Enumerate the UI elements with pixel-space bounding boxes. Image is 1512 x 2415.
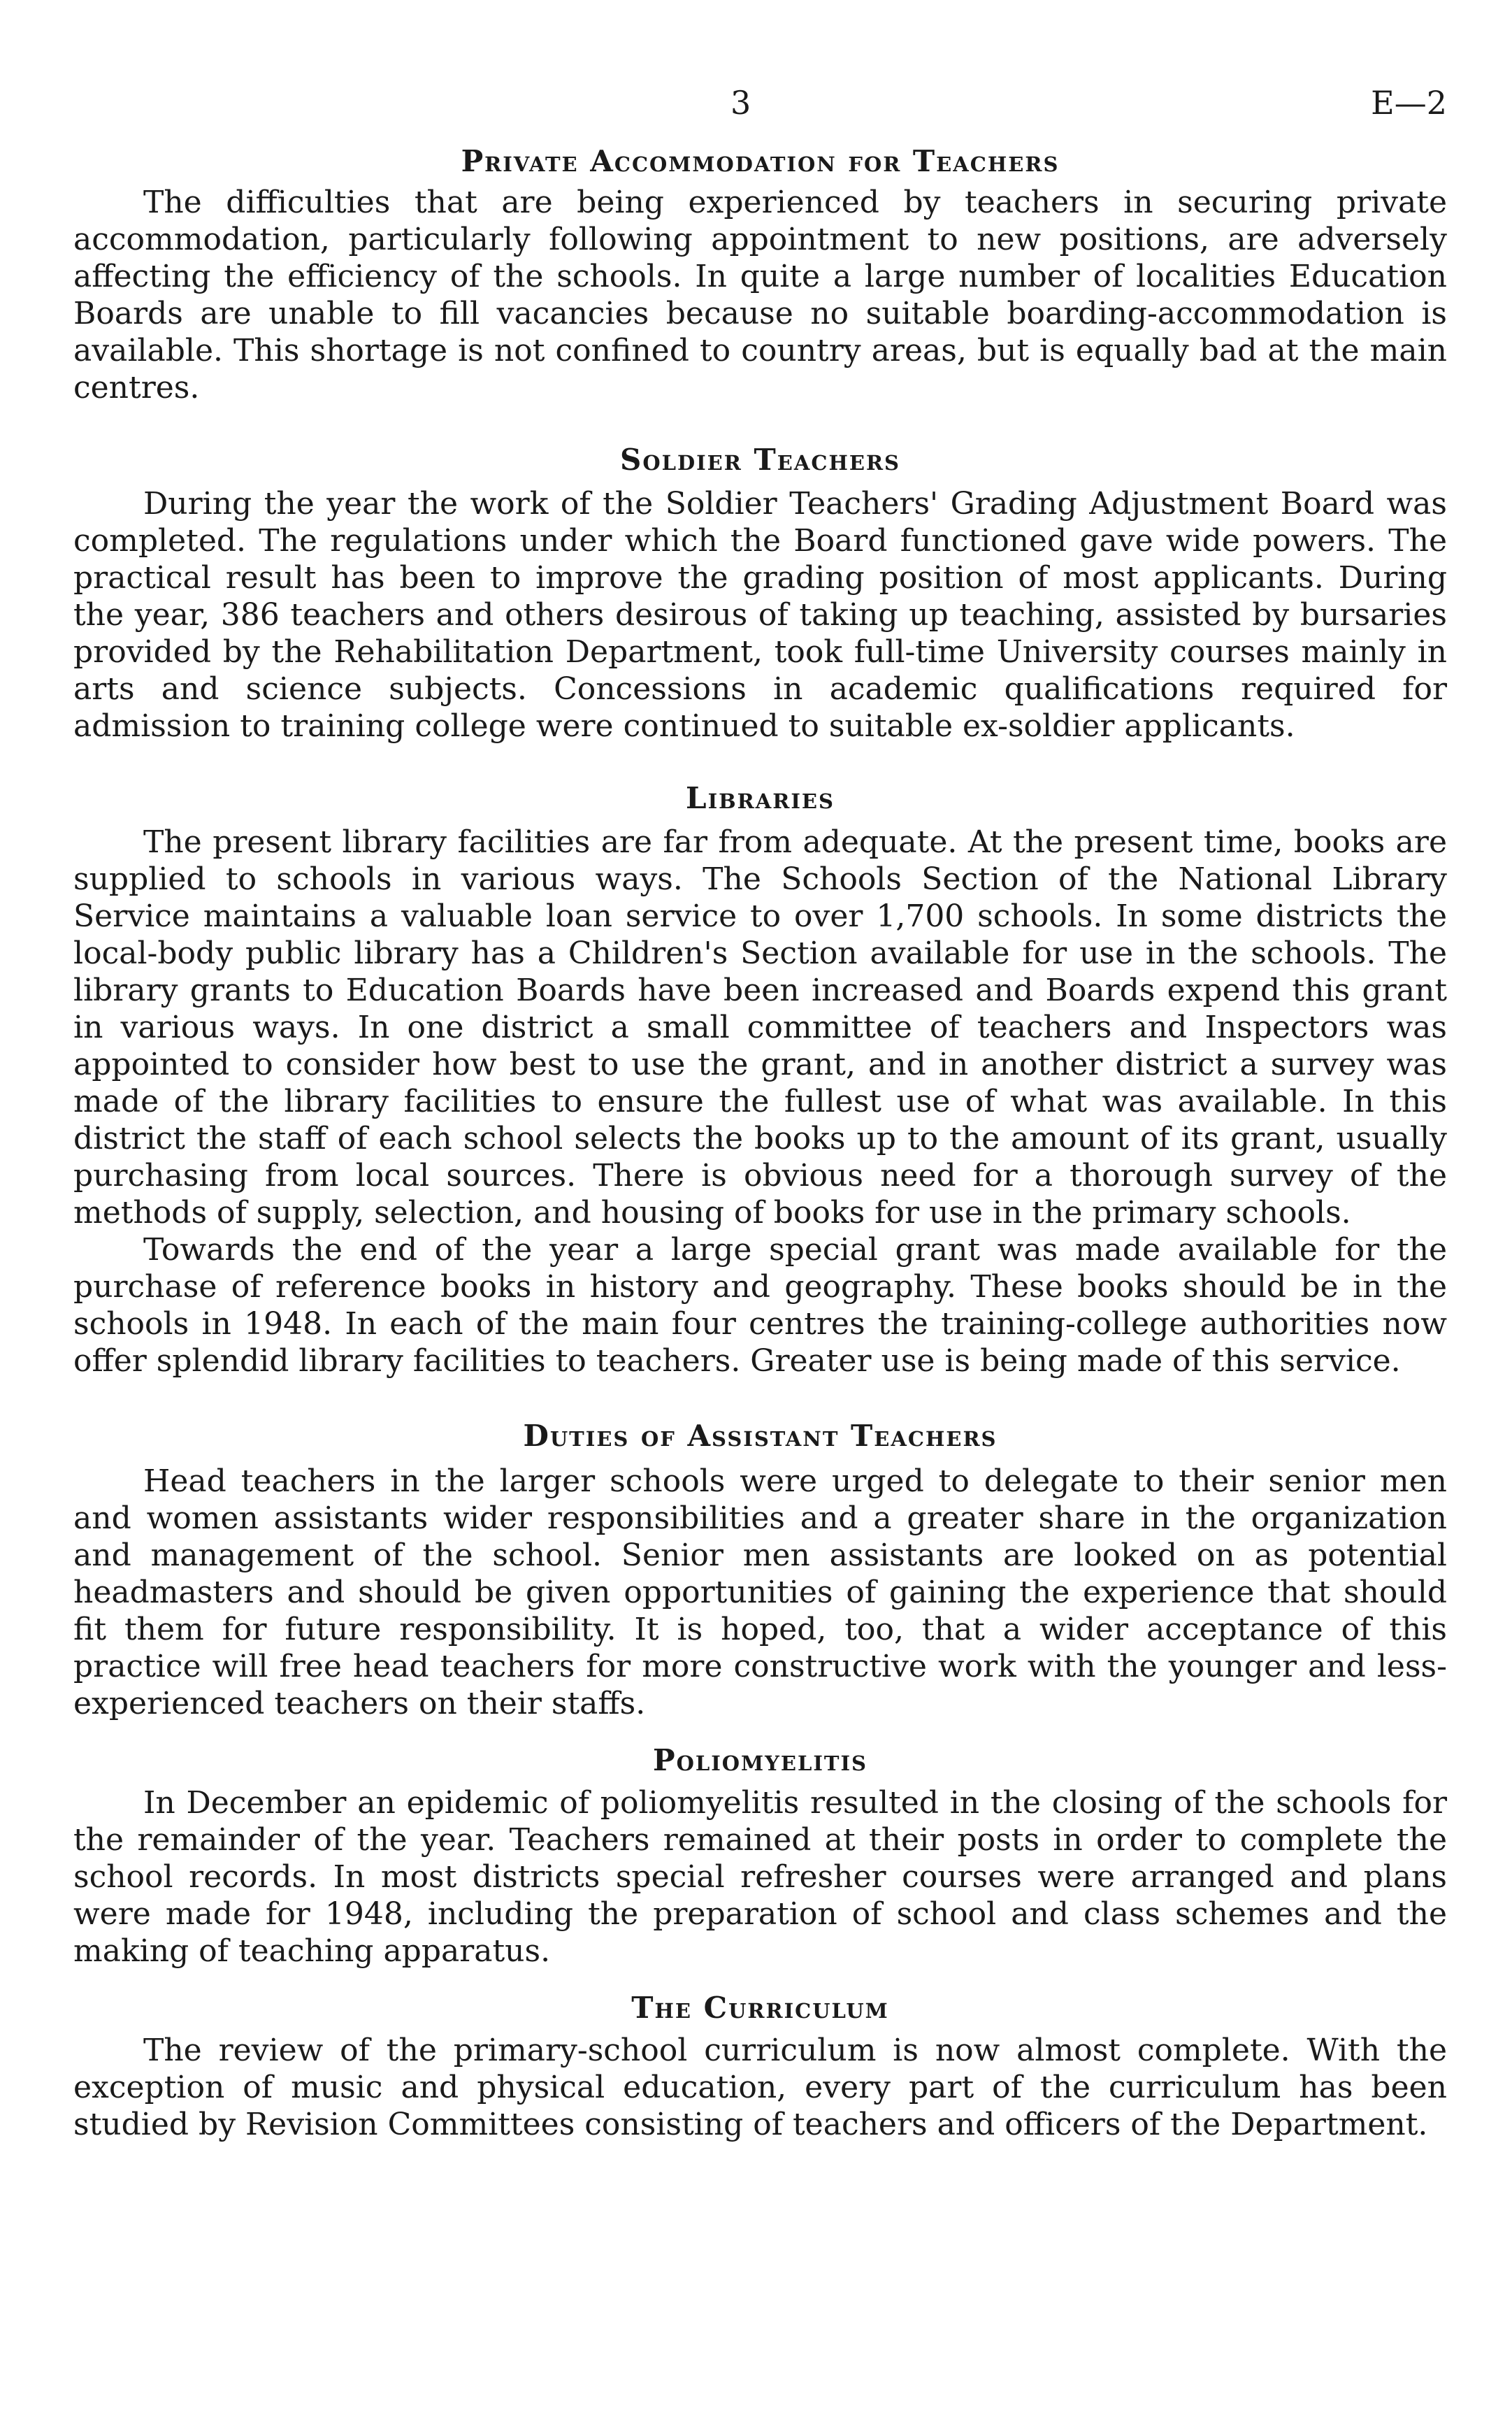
paragraph: In December an epidemic of poliomyelitis resulted in the closing of the schools for the remainder of the year. Teachers remained at their posts in order to complete the school records. In most districts special refresher courses were arranged and plans were made for 1948, including the preparation of school and class schemes and the making of teaching apparatus. <box>73 1785 1447 1969</box>
section-heading: The Curriculum <box>631 1991 889 2025</box>
section-curriculum <box>73 1991 1447 2143</box>
section-heading: Poliomyelitis <box>652 1743 867 1777</box>
section-heading: Libraries <box>686 781 835 815</box>
paragraph: The present library facilities are far from adequate. At the present time, books are supplied to schools in various ways. The Schools Section of the National Library Service maintains a valuable loan service to over 1,700 schools. In some districts the local-body public library has a Children's Section available for use in the schools. The library grants to Education Boards have been increased and Boards expend this grant in various ways. In one district a small committee of teachers and Inspectors was appointed to consider how best to use the grant, and in another district a survey was made of the library facilities to ensure the fullest use of what was available. In this district the staff of each school selects the books up to the amount of its grant, usually purchasing from local sources. There is obvious need for a thorough survey of the methods of supply, selection, and housing of books for use in the primary schools. <box>73 824 1447 1231</box>
paragraph: Towards the end of the year a large special grant was made available for the purchase of reference books in history and geography. These books should be in the schools in 1948. In each of the main four centres the training-college authorities now offer splendid library facilities to teachers. Greater use is being made of this service. <box>73 1232 1447 1379</box>
paragraph: The difficulties that are being experienced by teachers in securing private accommodation, particularly following appointment to new positions, are adversely affecting the efficiency of the schools. In quite a large number of localities Education Boards are unable to fill vacancies because no suitable boarding-accommodation is available. This shortage is not confined to country areas, but is equally bad at the main centres. <box>73 185 1447 406</box>
document-reference: E—2 <box>1371 84 1447 122</box>
section-heading: Duties of Assistant Teachers <box>523 1419 998 1453</box>
page-number: 3 <box>730 84 751 122</box>
page-header <box>73 84 1447 140</box>
section-heading: Private Accommodation for Teachers <box>461 144 1060 178</box>
section-private-accommodation <box>73 144 1447 406</box>
section-heading: Soldier Teachers <box>619 443 900 477</box>
paragraph: Head teachers in the larger schools were urged to delegate to their senior men and women assistants wider responsibilities and a greater share in the organization and management of the school. Senior men assistants are looked on as potential headmasters and should be given opportunities of gaining the experience that should fit them for future responsibility. It is hoped, too, that a wider acceptance of this practice will free head teachers for more constructive work with the younger and less-experienced teachers on their staffs. <box>73 1463 1447 1721</box>
paragraph: During the year the work of the Soldier Teachers' Grading Adjustment Board was completed. The regulations under which the Board functioned gave wide powers. The practical result has been to improve the grading position of most applicants. During the year, 386 teachers and others desirous of taking up teaching, assisted by bursaries provided by the Rehabilitation Department, took full-time University courses mainly in arts and science subjects. Concessions in academic qualifications required for admission to training college were continued to suitable ex-soldier applicants. <box>73 486 1447 744</box>
document-page <box>73 84 1447 2143</box>
section-soldier-teachers <box>73 443 1447 745</box>
paragraph: The review of the primary-school curriculum is now almost complete. With the exception of music and physical education, every part of the curriculum has been studied by Revision Committees consisting of teachers and officers of the Department. <box>73 2033 1447 2142</box>
section-duties-assistant-teachers <box>73 1419 1447 1722</box>
section-libraries <box>73 781 1447 1380</box>
section-poliomyelitis <box>73 1743 1447 1970</box>
